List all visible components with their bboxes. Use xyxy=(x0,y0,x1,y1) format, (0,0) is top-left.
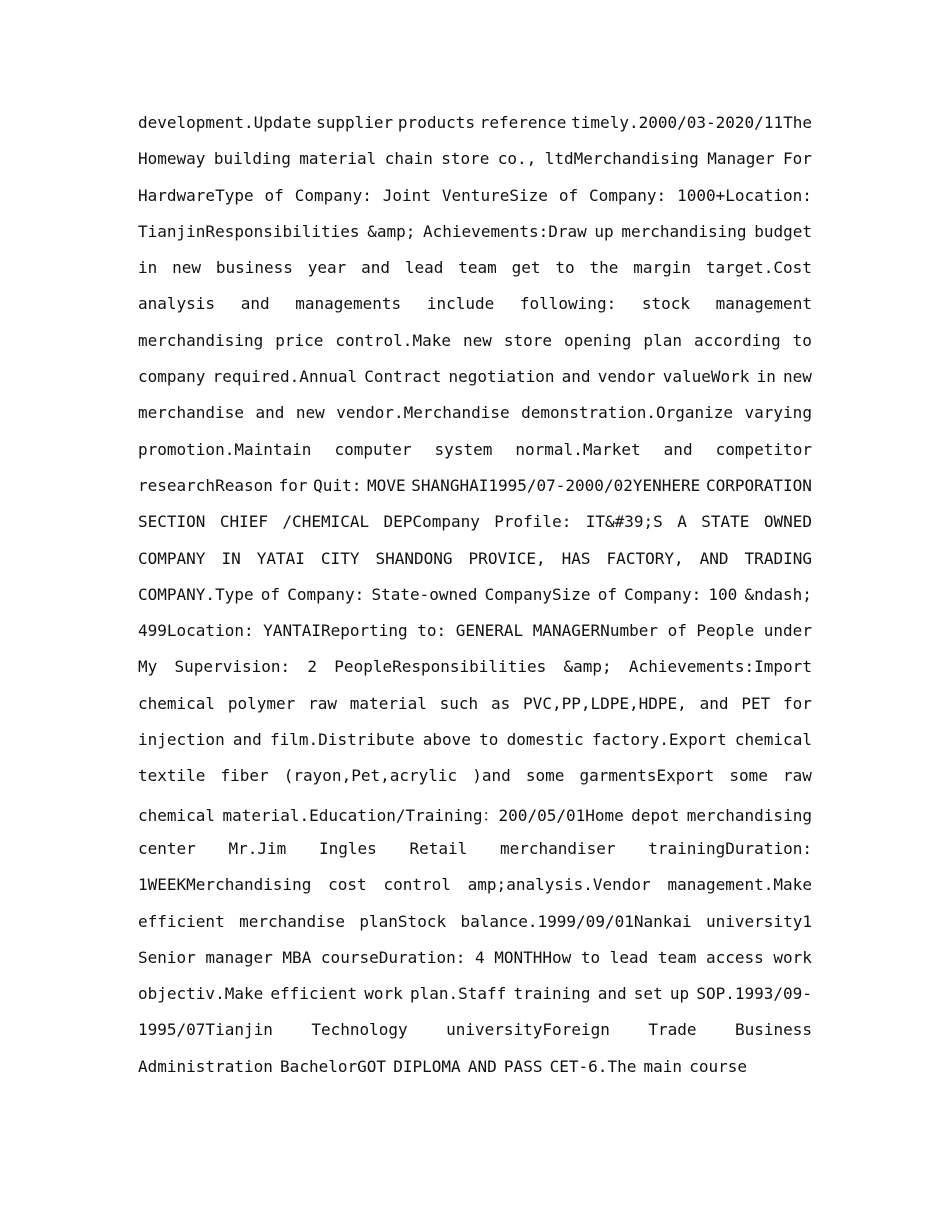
text-word: and xyxy=(232,730,262,750)
text-line xyxy=(138,803,812,839)
text-word: SOP.1993/09- xyxy=(696,984,812,1004)
text-word: required.Annual xyxy=(212,367,358,387)
text-word: development.Update xyxy=(138,113,312,132)
text-word: merchandising xyxy=(138,330,264,350)
text-word: competitor xyxy=(715,439,812,459)
text-word: Retail xyxy=(409,838,468,858)
text-word: managements xyxy=(295,294,402,314)
text-word: following: xyxy=(519,294,617,314)
text-word: garmentsExport xyxy=(579,766,715,786)
text-word: objectiv.Make xyxy=(138,984,264,1004)
text-word: film.Distribute xyxy=(270,730,415,750)
text-word: trainingDuration: xyxy=(648,838,812,858)
text-line xyxy=(138,476,812,512)
text-word: vendor xyxy=(597,367,656,387)
text-word: Profile: xyxy=(494,512,572,532)
text-word: new xyxy=(783,367,812,387)
text-word: team xyxy=(458,258,497,278)
text-word: balance.1999/09/01Nankai xyxy=(460,911,692,931)
text-word: new xyxy=(172,258,202,278)
text-word: opening xyxy=(564,330,632,350)
text-word: in xyxy=(138,258,158,278)
text-line xyxy=(138,222,812,258)
text-word: injection xyxy=(138,730,225,750)
text-word: merchandise xyxy=(138,403,244,423)
text-word: and xyxy=(663,439,693,459)
text-word: to xyxy=(479,730,499,750)
text-word: COMPANY xyxy=(138,548,206,568)
text-word: raw xyxy=(308,693,337,713)
text-word: building xyxy=(213,149,291,169)
text-word: chemical xyxy=(138,805,216,825)
text-word: &amp; xyxy=(563,657,612,677)
text-word: &ndash; xyxy=(744,584,812,604)
text-word: Company: xyxy=(624,584,702,604)
text-word: 2 xyxy=(307,657,318,677)
text-word: store xyxy=(441,149,490,169)
text-word: State-owned xyxy=(371,584,478,604)
text-word: MBA xyxy=(282,947,312,967)
text-word: Quit: xyxy=(313,475,362,495)
text-word: planStock xyxy=(359,911,447,931)
text-word: textile xyxy=(138,766,206,786)
text-word: the xyxy=(589,258,619,278)
text-word: and xyxy=(699,693,729,713)
text-word: CET-6.The xyxy=(549,1056,637,1076)
text-word: PROVICE, xyxy=(468,548,546,568)
text-word: merchandise xyxy=(239,911,346,931)
text-line xyxy=(138,1057,812,1093)
text-word: and xyxy=(561,367,591,387)
text-word: for xyxy=(278,475,308,495)
text-word: )and xyxy=(472,766,511,786)
text-line xyxy=(138,113,812,149)
text-line xyxy=(138,585,812,621)
text-word: COMPANY.Type xyxy=(138,584,254,604)
text-line xyxy=(138,403,812,439)
text-word: to: xyxy=(417,621,447,641)
text-word: CompanySize xyxy=(484,584,591,604)
text-word: chemical xyxy=(734,730,812,750)
text-word: universityForeign xyxy=(446,1020,610,1040)
text-line xyxy=(138,549,812,585)
text-line xyxy=(138,766,812,802)
text-word: Contract xyxy=(364,367,442,387)
text-word: and xyxy=(240,294,270,314)
text-word: vendor.Merchandise xyxy=(336,403,510,423)
text-word: SHANDONG xyxy=(375,548,453,568)
text-word: Company: xyxy=(589,185,667,205)
text-word: amp;analysis.Vendor xyxy=(467,875,651,895)
text-word: to xyxy=(792,330,812,350)
text-word: get xyxy=(511,258,541,278)
text-line xyxy=(138,512,812,548)
text-line xyxy=(138,694,812,730)
text-word: timely.2000/03-2020/11The xyxy=(571,113,812,132)
text-word: chemical xyxy=(138,693,216,713)
text-word: work xyxy=(364,984,403,1004)
text-word: 499Location: xyxy=(138,621,254,641)
text-word: (rayon,Pet,acrylic xyxy=(283,766,458,786)
text-word: Business xyxy=(734,1020,812,1040)
text-word: new xyxy=(462,330,492,350)
text-word: center xyxy=(138,838,196,858)
body-text xyxy=(138,113,812,1093)
text-word: AND xyxy=(699,548,729,568)
text-word: normal.Market xyxy=(515,439,641,459)
text-word: target.Cost xyxy=(705,258,812,278)
text-word: CORPORATION xyxy=(705,475,812,495)
text-word: STATE xyxy=(701,512,750,532)
text-word: My xyxy=(138,657,158,677)
text-word: demonstration.Organize xyxy=(521,403,734,423)
text-word: control.Make xyxy=(335,330,451,350)
text-word: and xyxy=(255,403,285,423)
text-word: BachelorGOT xyxy=(280,1056,387,1076)
text-word: reference xyxy=(479,113,567,132)
text-word: merchandising xyxy=(621,221,747,241)
text-word: some xyxy=(729,766,768,786)
text-word: AND xyxy=(467,1056,497,1076)
text-word: efficient xyxy=(138,911,225,931)
text-word: to xyxy=(580,947,601,967)
text-word: FACTORY, xyxy=(606,548,684,568)
text-word: &amp; xyxy=(367,221,416,241)
text-word: work xyxy=(773,947,812,967)
text-word: 100 xyxy=(708,584,738,604)
text-word: researchReason xyxy=(138,475,273,495)
text-word: analysis xyxy=(138,294,216,314)
text-word: Company: xyxy=(287,584,365,604)
text-word: Homeway xyxy=(138,149,206,169)
text-word: CHIEF xyxy=(219,512,269,532)
text-word: chain xyxy=(384,149,433,169)
text-word: TRADING xyxy=(744,548,812,568)
text-word: access xyxy=(706,947,764,967)
text-word: and xyxy=(597,984,627,1004)
text-line xyxy=(138,875,812,911)
text-word: to xyxy=(555,258,575,278)
text-word: system xyxy=(434,439,493,459)
text-word: Administration xyxy=(138,1056,273,1076)
text-word: Trade xyxy=(648,1020,697,1040)
text-word: material xyxy=(299,149,377,169)
text-word: promotion.Maintain xyxy=(138,439,312,459)
text-word: SECTION xyxy=(138,512,206,532)
text-word: IT&#39;S xyxy=(585,512,663,532)
text-word: DIPLOMA xyxy=(393,1056,461,1076)
text-word: store xyxy=(503,330,553,350)
text-word: factory.Export xyxy=(591,730,727,750)
text-word: manager xyxy=(205,947,273,967)
text-word: merchandiser xyxy=(499,838,616,858)
text-word: management.Make xyxy=(667,875,812,895)
text-word: new xyxy=(295,403,325,423)
text-word: set xyxy=(633,984,663,1004)
text-word: TianjinResponsibilities xyxy=(138,221,360,241)
text-word: domestic xyxy=(506,730,584,750)
text-word: raw xyxy=(783,766,812,786)
text-word: varying xyxy=(744,403,812,423)
text-word: /CHEMICAL xyxy=(282,512,370,532)
text-word: SHANGHAI1995/07-2000/02YENHERE xyxy=(411,475,701,495)
text-word: such xyxy=(439,693,479,713)
text-word: supplier xyxy=(316,113,394,132)
text-word: MONTHHow xyxy=(494,947,572,967)
text-word: team xyxy=(657,947,697,967)
text-line xyxy=(138,730,812,766)
text-word: PVC,PP,LDPE,HDPE, xyxy=(523,693,687,713)
text-word: merchandising xyxy=(686,805,812,825)
text-word: DEPCompany xyxy=(383,512,480,532)
text-word: YANTAIReporting xyxy=(263,621,408,641)
text-word: 1WEEKMerchandising xyxy=(138,875,312,895)
text-word: fiber xyxy=(220,766,269,786)
text-word: PET xyxy=(741,693,771,713)
text-word: ltdMerchandising xyxy=(544,149,699,169)
text-word: material xyxy=(349,693,427,713)
text-word: of xyxy=(558,185,579,205)
text-word: co., xyxy=(497,149,537,169)
text-line xyxy=(138,186,812,222)
text-word: of xyxy=(667,621,687,641)
text-word: PASS xyxy=(503,1056,543,1076)
text-line xyxy=(138,948,812,984)
text-line xyxy=(138,294,812,330)
text-word: of xyxy=(264,185,284,205)
text-word: of xyxy=(260,584,281,604)
text-word: For xyxy=(783,149,812,169)
text-word: MOVE xyxy=(367,475,406,495)
text-word: Achievements:Draw xyxy=(423,221,587,241)
text-word: year xyxy=(307,258,347,278)
text-word: depot xyxy=(631,805,680,825)
text-word: Supervision: xyxy=(174,657,291,677)
text-word: according xyxy=(693,330,781,350)
text-word: courseDuration: xyxy=(320,947,466,967)
text-line xyxy=(138,1020,812,1056)
text-word: Mr.Jim xyxy=(228,838,287,858)
text-word: up xyxy=(669,984,690,1004)
text-word: management xyxy=(715,294,812,314)
text-word: Ingles xyxy=(318,838,377,858)
text-line xyxy=(138,839,812,875)
text-word: for xyxy=(783,693,812,713)
text-word: 4 xyxy=(475,947,485,967)
text-word: polymer xyxy=(227,693,296,713)
text-line xyxy=(138,258,812,294)
text-word: above xyxy=(422,730,471,750)
text-line xyxy=(138,367,812,403)
text-word: and xyxy=(361,258,391,278)
text-word: Technology xyxy=(311,1020,408,1040)
text-word: valueWork xyxy=(662,367,750,387)
text-word: efficient xyxy=(270,984,358,1004)
text-word: of xyxy=(597,584,617,604)
text-word: HardwareType xyxy=(138,185,254,205)
text-line xyxy=(138,149,812,185)
text-word: Manager xyxy=(707,149,775,169)
text-word: IN xyxy=(221,548,241,568)
text-word: A xyxy=(677,512,687,532)
text-word: lead xyxy=(404,258,444,278)
text-word: HAS xyxy=(561,548,591,568)
text-word: stock xyxy=(641,294,690,314)
text-word: under xyxy=(763,621,812,641)
text-word: Achievements:Import xyxy=(628,657,812,677)
text-line xyxy=(138,621,812,657)
text-word: 1995/07Tianjin xyxy=(138,1020,273,1040)
text-word: 1000+Location: xyxy=(677,185,812,205)
text-line xyxy=(138,657,812,693)
text-word: include xyxy=(426,294,495,314)
text-word: some xyxy=(525,766,565,786)
text-word: material.Education/Training：200/05/01Home xyxy=(222,805,624,825)
text-word: YATAI xyxy=(256,548,305,568)
text-word: university1 xyxy=(706,911,812,931)
text-word: Joint xyxy=(382,185,431,205)
text-word: course xyxy=(689,1056,748,1076)
text-line xyxy=(138,331,812,367)
text-line xyxy=(138,984,812,1020)
text-word: MANAGERNumber xyxy=(532,621,658,641)
text-word: as xyxy=(490,693,511,713)
text-line xyxy=(138,912,812,948)
text-word: plan.Staff xyxy=(409,984,507,1004)
text-word: in xyxy=(756,367,776,387)
text-word: products xyxy=(397,113,475,132)
text-word: OWNED xyxy=(763,512,812,532)
text-word: Senior xyxy=(138,947,196,967)
text-word: control xyxy=(383,875,451,895)
text-word: margin xyxy=(633,258,692,278)
text-word: plan xyxy=(643,330,682,350)
text-line xyxy=(138,440,812,476)
text-word: PeopleResponsibilities xyxy=(334,657,547,677)
text-word: business xyxy=(215,258,293,278)
text-word: Company: xyxy=(294,185,372,205)
text-word: price xyxy=(275,330,324,350)
text-word: budget xyxy=(754,221,812,241)
text-word: training xyxy=(513,984,591,1004)
text-word: negotiation xyxy=(448,367,555,387)
text-word: GENERAL xyxy=(455,621,524,641)
text-word: CITY xyxy=(320,548,360,568)
text-word: VentureSize xyxy=(441,185,548,205)
text-word: computer xyxy=(334,439,412,459)
text-word: up xyxy=(594,221,614,241)
text-word: lead xyxy=(609,947,649,967)
text-word: main xyxy=(643,1056,683,1076)
text-word: company xyxy=(138,367,206,387)
text-word: cost xyxy=(328,875,367,895)
text-word: People xyxy=(696,621,755,641)
